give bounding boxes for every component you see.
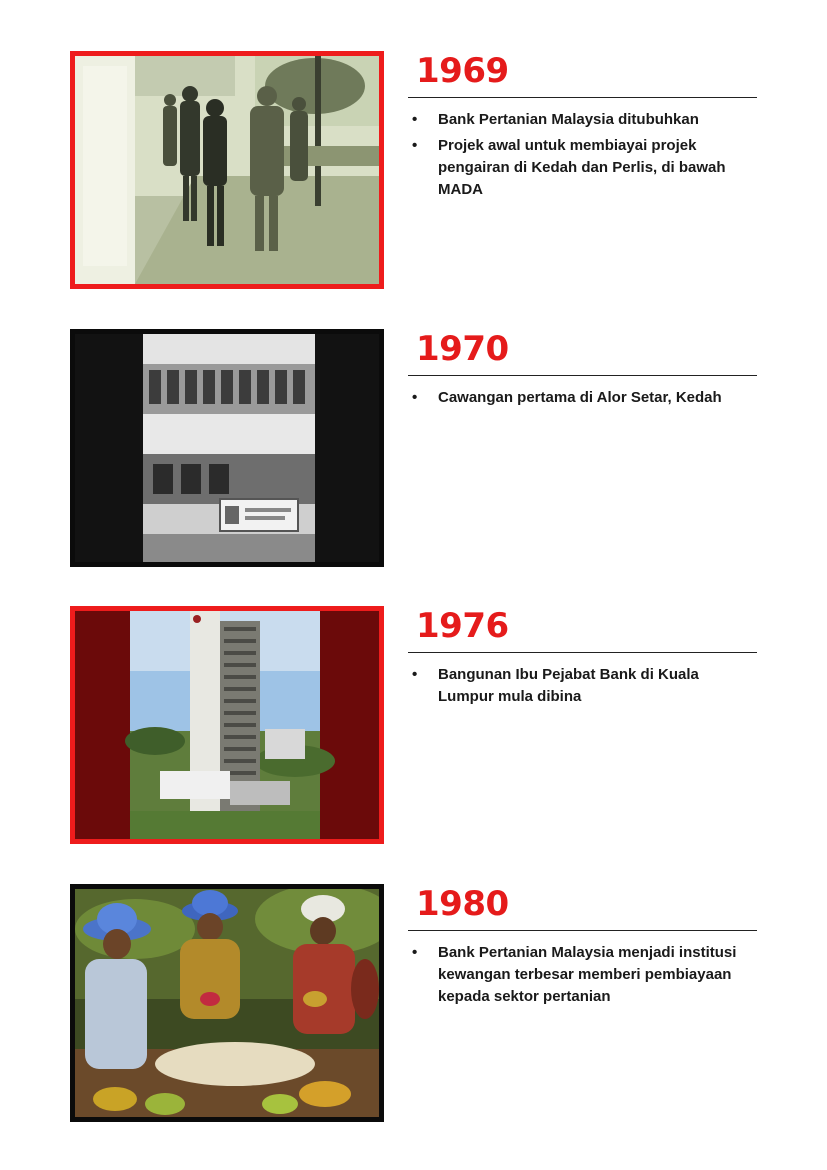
photo-illustration — [75, 56, 379, 284]
timeline-entry-1980 — [0, 884, 827, 1124]
divider — [408, 375, 757, 376]
year-heading: 1970 — [416, 329, 509, 369]
bullet-text: Bank Pertanian Malaysia ditubuhkan — [438, 111, 699, 128]
bullet-icon: • — [412, 389, 418, 406]
timeline-entry-1970 — [0, 329, 827, 569]
bullet-list — [412, 387, 757, 413]
bullet-text: Projek awal untuk membiayai projek pengairan di Kedah dan Perlis, di bawah MADA — [438, 137, 726, 198]
list-item — [412, 109, 757, 131]
farmers-harvest-photo — [70, 884, 384, 1122]
divider — [408, 97, 757, 98]
divider — [408, 930, 757, 931]
bullet-list — [412, 664, 757, 712]
bullet-list — [412, 109, 757, 205]
list-item — [412, 387, 757, 409]
timeline-entry-1969 — [0, 51, 827, 291]
bullet-text: Bank Pertanian Malaysia menjadi institusi kewangan terbesar memberi pembiayaan kepada sektor pertanian — [438, 944, 737, 1005]
list-item — [412, 664, 757, 708]
list-item — [412, 942, 757, 1008]
bullet-list — [412, 942, 757, 1012]
bullet-text: Bangunan Ibu Pejabat Bank di Kuala Lumpur mula dibina — [438, 666, 699, 705]
bullet-icon: • — [412, 666, 418, 683]
men-walking-photo — [70, 51, 384, 289]
year-heading: 1980 — [416, 884, 509, 924]
headquarters-tower-photo — [70, 606, 384, 844]
bullet-icon: • — [412, 111, 418, 128]
photo-illustration — [75, 334, 379, 562]
year-heading: 1969 — [416, 51, 509, 91]
timeline-entry-1976 — [0, 606, 827, 846]
bullet-icon: • — [412, 944, 418, 961]
bullet-text: Cawangan pertama di Alor Setar, Kedah — [438, 389, 722, 406]
divider — [408, 652, 757, 653]
photo-illustration — [75, 889, 379, 1117]
list-item — [412, 135, 757, 201]
photo-illustration — [75, 611, 379, 839]
bullet-icon: • — [412, 137, 418, 154]
branch-building-photo — [70, 329, 384, 567]
year-heading: 1976 — [416, 606, 509, 646]
